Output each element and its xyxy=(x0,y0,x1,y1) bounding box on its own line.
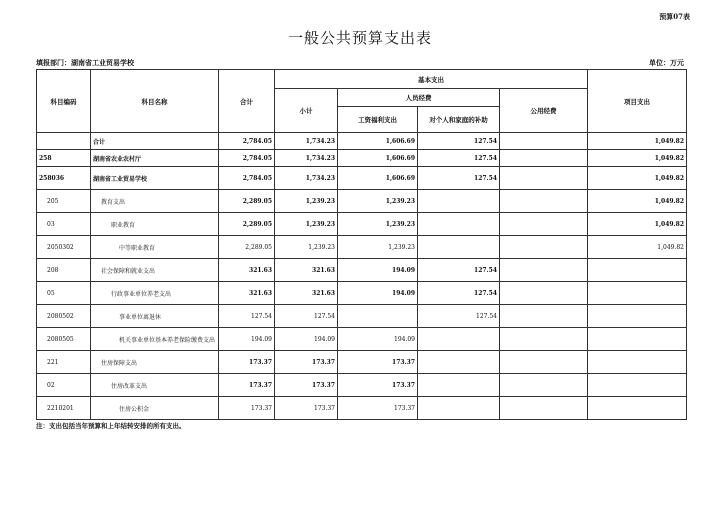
header-name: 科目名称 xyxy=(91,70,219,133)
cell-individual xyxy=(418,397,500,420)
cell-wages: 194.09 xyxy=(338,282,418,305)
header-personnel: 人员经费 xyxy=(338,89,500,107)
cell-subtotal: 173.37 xyxy=(275,374,338,397)
cell-project: 1,049.82 xyxy=(588,167,687,190)
table-row xyxy=(37,190,687,213)
cell-wages: 1,606.69 xyxy=(338,133,418,150)
cell-subtotal: 321.63 xyxy=(275,259,338,282)
cell-subtotal: 1,239.23 xyxy=(275,190,338,213)
table-row xyxy=(37,305,687,328)
cell-project xyxy=(588,259,687,282)
footnote: 注：支出包括当年预算和上年结转安排的所有支出。 xyxy=(36,422,186,430)
cell-name: 湖南省农业农村厅 xyxy=(91,150,219,167)
cell-name: 行政事业单位养老支出 xyxy=(91,282,219,305)
cell-project: 1,049.82 xyxy=(588,150,687,167)
cell-project xyxy=(588,351,687,374)
cell-code: 208 xyxy=(37,259,91,282)
cell-subtotal: 1,734.23 xyxy=(275,133,338,150)
cell-wages: 1,606.69 xyxy=(338,167,418,190)
header-public: 公用经费 xyxy=(500,89,588,133)
cell-public xyxy=(500,305,588,328)
cell-individual: 127.54 xyxy=(418,167,500,190)
cell-project xyxy=(588,397,687,420)
cell-code: 205 xyxy=(37,190,91,213)
department-label: 填报部门：湖南省工业贸易学校 xyxy=(36,58,134,67)
cell-name: 合计 xyxy=(91,133,219,150)
cell-project: 1,049.82 xyxy=(588,190,687,213)
cell-public xyxy=(500,259,588,282)
header-total: 合计 xyxy=(219,70,275,133)
cell-individual xyxy=(418,351,500,374)
cell-code: 258 xyxy=(37,150,91,167)
cell-public xyxy=(500,190,588,213)
cell-subtotal: 173.37 xyxy=(275,397,338,420)
header-individual: 对个人和家庭的补助 xyxy=(418,107,500,133)
cell-total: 194.09 xyxy=(219,328,275,351)
cell-total: 173.37 xyxy=(219,397,275,420)
cell-individual xyxy=(418,374,500,397)
cell-project xyxy=(588,282,687,305)
cell-total: 173.37 xyxy=(219,374,275,397)
cell-total: 2,289.05 xyxy=(219,236,275,259)
cell-total: 173.37 xyxy=(219,351,275,374)
cell-public xyxy=(500,236,588,259)
cell-project: 1,049.82 xyxy=(588,236,687,259)
cell-project xyxy=(588,328,687,351)
cell-name: 住房保障支出 xyxy=(91,351,219,374)
cell-individual xyxy=(418,236,500,259)
cell-individual xyxy=(418,328,500,351)
cell-code: 258036 xyxy=(37,167,91,190)
cell-total: 321.63 xyxy=(219,259,275,282)
header-code: 科目编码 xyxy=(37,70,91,133)
header-project: 项目支出 xyxy=(588,70,687,133)
cell-subtotal: 1,734.23 xyxy=(275,150,338,167)
cell-total: 127.54 xyxy=(219,305,275,328)
cell-individual: 127.54 xyxy=(418,305,500,328)
cell-code: 221 xyxy=(37,351,91,374)
cell-name: 事业单位离退休 xyxy=(91,305,219,328)
cell-name: 职业教育 xyxy=(91,213,219,236)
cell-name: 机关事业单位基本养老保险缴费支出 xyxy=(91,328,219,351)
cell-code: 05 xyxy=(37,282,91,305)
cell-wages: 194.09 xyxy=(338,259,418,282)
cell-code xyxy=(37,133,91,150)
cell-public xyxy=(500,213,588,236)
cell-public xyxy=(500,351,588,374)
table-row xyxy=(37,397,687,420)
cell-wages: 173.37 xyxy=(338,397,418,420)
table-row xyxy=(37,133,687,150)
header-wages: 工资福利支出 xyxy=(338,107,418,133)
cell-name: 住房公积金 xyxy=(91,397,219,420)
cell-total: 2,784.05 xyxy=(219,133,275,150)
table-row xyxy=(37,282,687,305)
cell-public xyxy=(500,328,588,351)
cell-code: 2080502 xyxy=(37,305,91,328)
cell-individual: 127.54 xyxy=(418,259,500,282)
cell-wages: 1,239.23 xyxy=(338,213,418,236)
cell-name: 住房改革支出 xyxy=(91,374,219,397)
cell-name: 社会保障和就业支出 xyxy=(91,259,219,282)
table-row xyxy=(37,259,687,282)
table-row xyxy=(37,213,687,236)
table-row xyxy=(37,351,687,374)
table-row xyxy=(37,150,687,167)
cell-subtotal: 127.54 xyxy=(275,305,338,328)
cell-individual xyxy=(418,213,500,236)
cell-code: 2080505 xyxy=(37,328,91,351)
cell-total: 2,289.05 xyxy=(219,213,275,236)
cell-wages: 1,239.23 xyxy=(338,236,418,259)
cell-name: 中等职业教育 xyxy=(91,236,219,259)
cell-project xyxy=(588,374,687,397)
cell-individual: 127.54 xyxy=(418,282,500,305)
cell-name: 教育支出 xyxy=(91,190,219,213)
cell-individual: 127.54 xyxy=(418,133,500,150)
cell-wages: 173.37 xyxy=(338,374,418,397)
cell-total: 2,784.05 xyxy=(219,150,275,167)
cell-subtotal: 1,239.23 xyxy=(275,236,338,259)
cell-code: 03 xyxy=(37,213,91,236)
table-row xyxy=(37,328,687,351)
cell-name: 湖南省工业贸易学校 xyxy=(91,167,219,190)
cell-public xyxy=(500,150,588,167)
cell-project xyxy=(588,305,687,328)
budget-table xyxy=(36,69,687,420)
cell-individual: 127.54 xyxy=(418,150,500,167)
cell-subtotal: 173.37 xyxy=(275,351,338,374)
cell-wages: 1,606.69 xyxy=(338,150,418,167)
cell-project: 1,049.82 xyxy=(588,133,687,150)
cell-total: 2,784.05 xyxy=(219,167,275,190)
cell-wages: 173.37 xyxy=(338,351,418,374)
cell-individual xyxy=(418,190,500,213)
cell-subtotal: 321.63 xyxy=(275,282,338,305)
header-subtotal: 小计 xyxy=(275,89,338,133)
table-row xyxy=(37,236,687,259)
cell-project: 1,049.82 xyxy=(588,213,687,236)
form-number: 预算07表 xyxy=(659,12,690,21)
cell-wages xyxy=(338,305,418,328)
cell-wages: 1,239.23 xyxy=(338,190,418,213)
cell-code: 2050302 xyxy=(37,236,91,259)
unit-label: 单位：万元 xyxy=(649,58,684,67)
cell-public xyxy=(500,374,588,397)
page-title: 一般公共预算支出表 xyxy=(287,29,432,47)
cell-public xyxy=(500,133,588,150)
cell-public xyxy=(500,397,588,420)
header-basic: 基本支出 xyxy=(275,70,588,89)
cell-subtotal: 194.09 xyxy=(275,328,338,351)
cell-subtotal: 1,239.23 xyxy=(275,213,338,236)
table-row xyxy=(37,167,687,190)
cell-subtotal: 1,734.23 xyxy=(275,167,338,190)
cell-total: 321.63 xyxy=(219,282,275,305)
cell-code: 02 xyxy=(37,374,91,397)
cell-total: 2,289.05 xyxy=(219,190,275,213)
cell-code: 2210201 xyxy=(37,397,91,420)
cell-public xyxy=(500,282,588,305)
table-row xyxy=(37,374,687,397)
cell-wages: 194.09 xyxy=(338,328,418,351)
cell-public xyxy=(500,167,588,190)
